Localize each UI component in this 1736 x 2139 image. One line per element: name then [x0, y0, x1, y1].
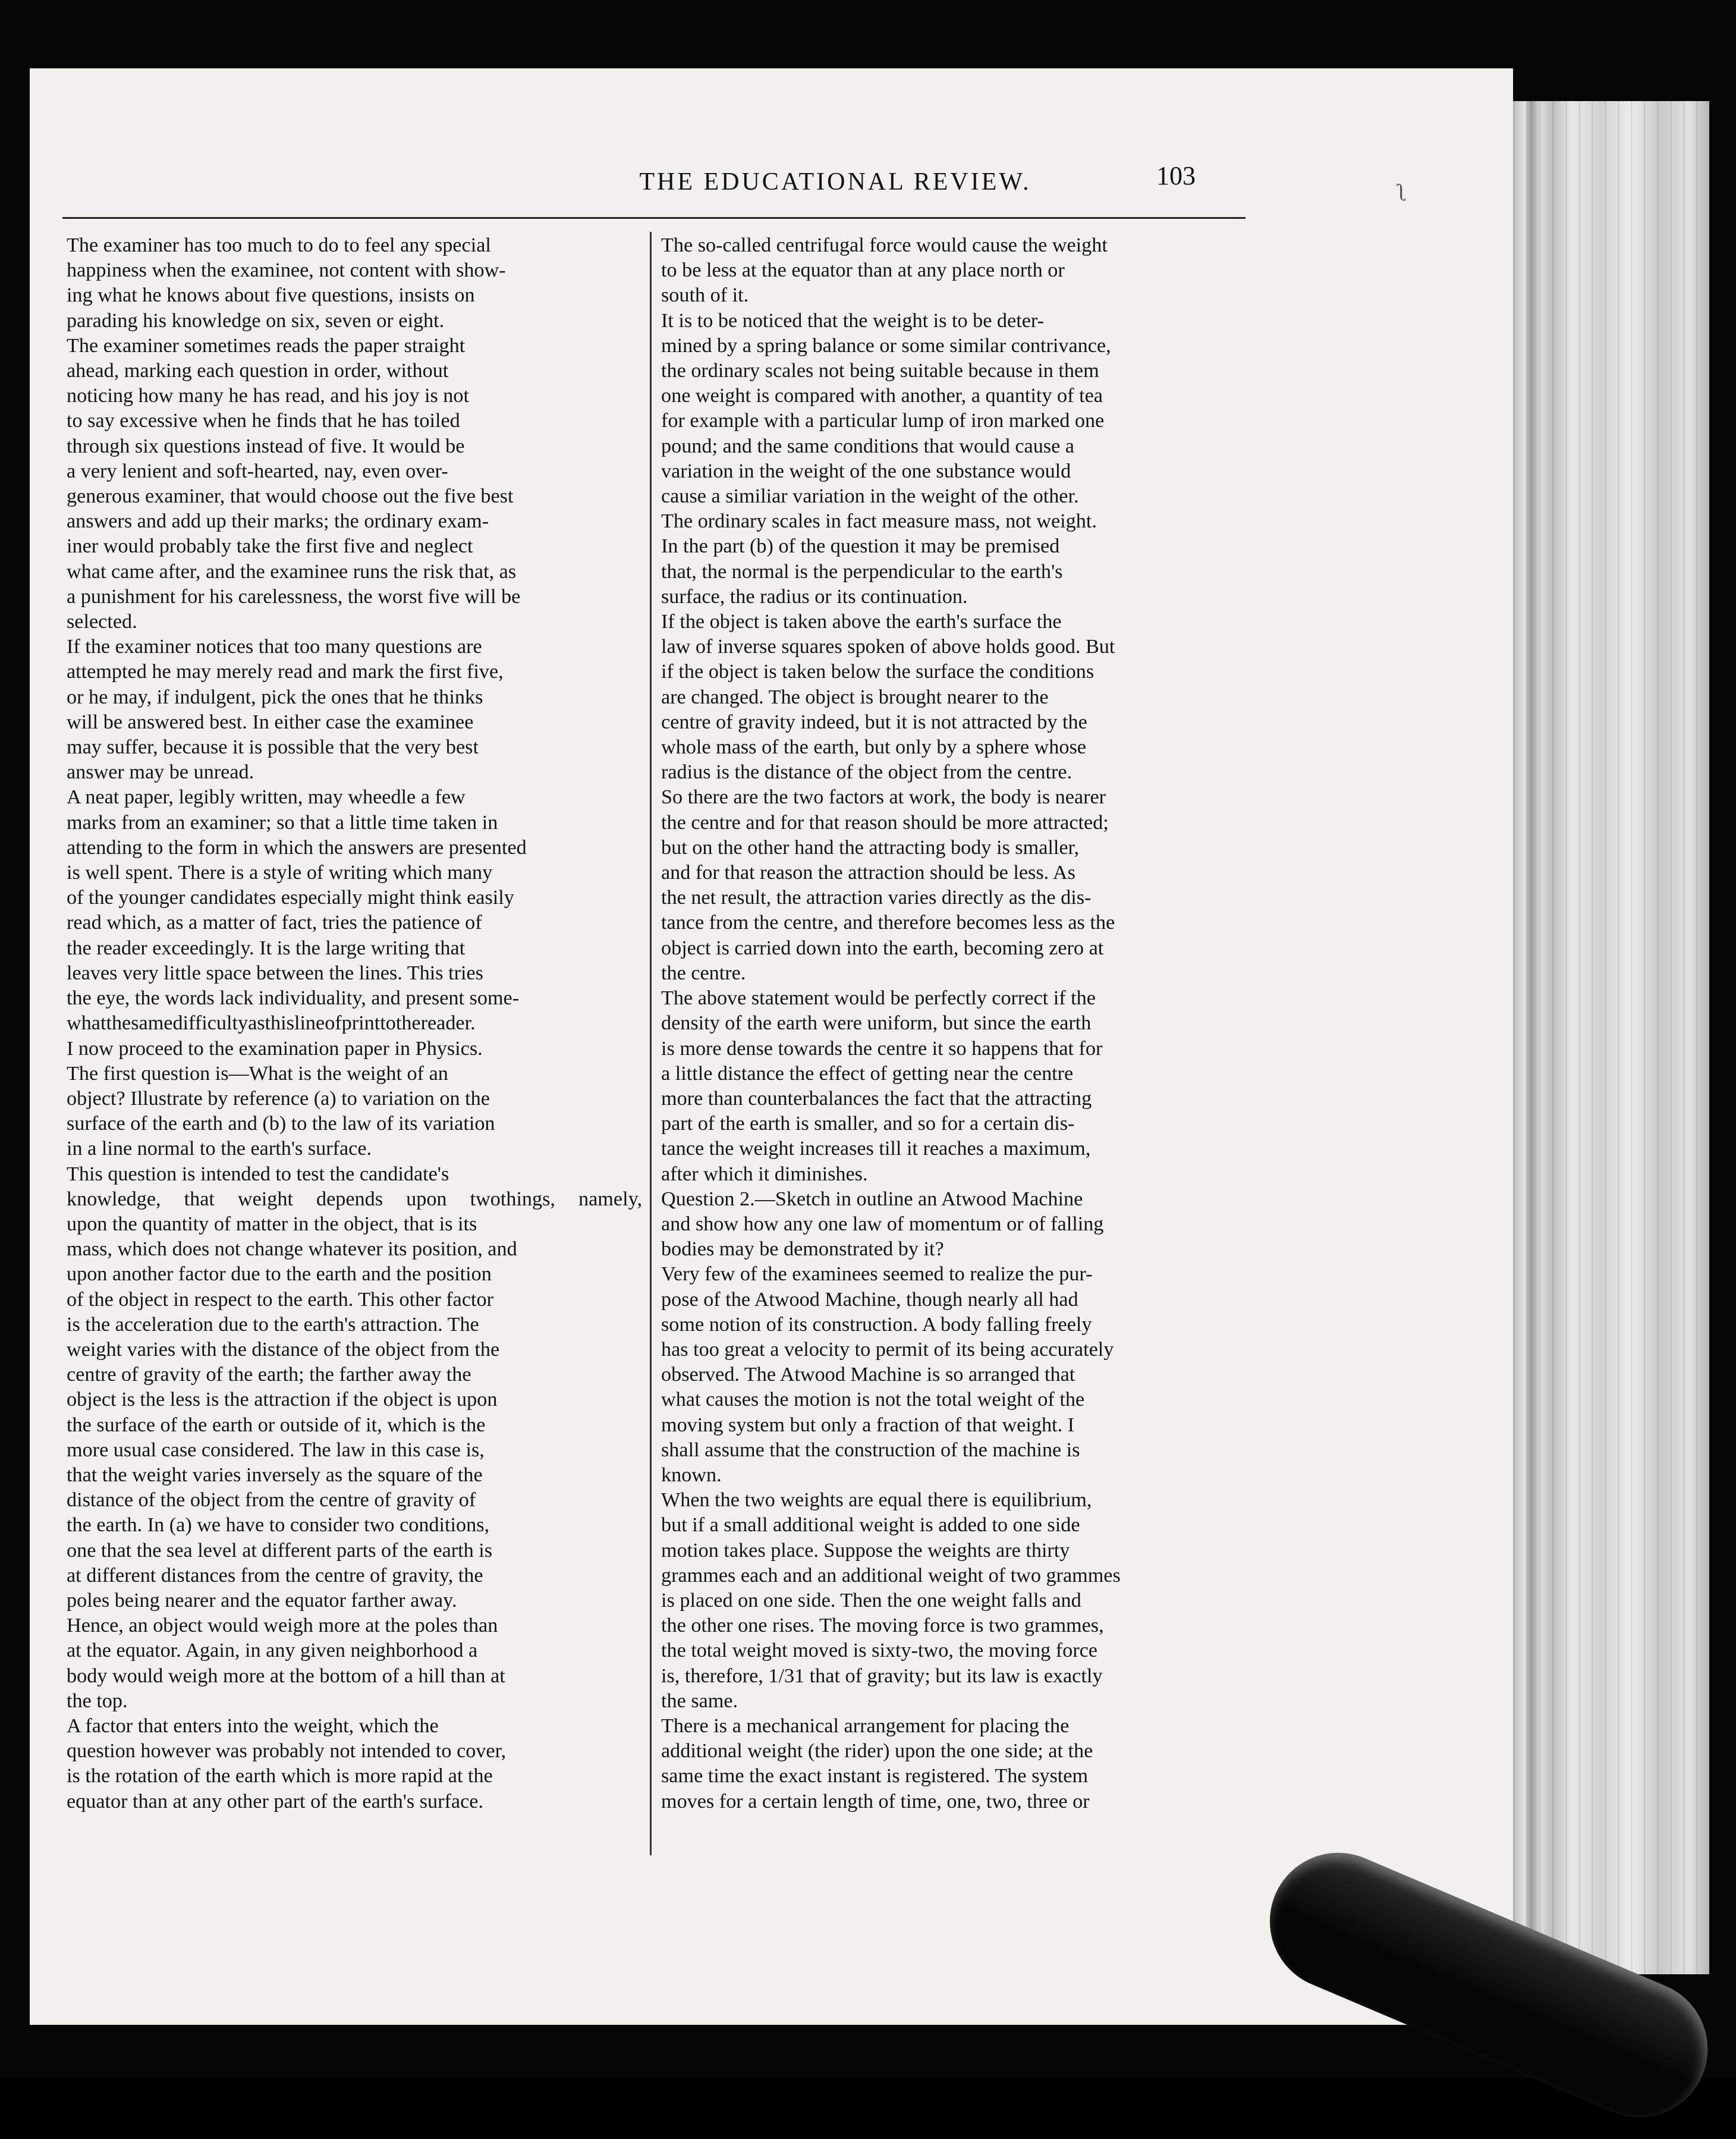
text-line: If the object is taken above the earth's surface the — [661, 611, 1062, 633]
text-line: through six questions instead of five. It would be — [67, 435, 465, 457]
text-line: is the rotation of the earth which is more rapid at the — [67, 1765, 493, 1788]
text-line: grammes each and an additional weight of two grammes — [661, 1564, 1121, 1587]
text-line: If the examiner notices that too many questions are — [67, 636, 482, 658]
page-edges — [1513, 101, 1709, 1974]
text-line: body would weigh more at the bottom of a hill than at — [67, 1664, 505, 1687]
text-line: if the object is taken below the surface the conditions — [661, 661, 1095, 683]
text-line: and for that reason the attraction should be less. As — [661, 862, 1075, 884]
text-line: Hence, an object would weigh more at the poles than — [67, 1615, 498, 1637]
text-line: object is the less is the attraction if the object is upon — [67, 1389, 498, 1411]
text-line: what causes the motion is not the total weight of the — [661, 1389, 1085, 1411]
text-line: is placed on one side. Then the one weight falls and — [661, 1589, 1081, 1612]
text-line: I now proceed to the examination paper in Physics. — [67, 1037, 483, 1060]
text-line: the centre. — [661, 962, 746, 984]
text-line: happiness when the examinee, not content with show- — [67, 259, 506, 282]
text-line: of the object in respect to the earth. This other factor — [67, 1288, 493, 1311]
text-line: generous examiner, that would choose out the five best — [67, 485, 514, 508]
text-line: more than counterbalances the fact that the attracting — [661, 1087, 1092, 1110]
text-line: the total weight moved is sixty-two, the moving force — [661, 1639, 1097, 1662]
text-line: weight varies with the distance of the object from the — [67, 1338, 500, 1361]
text-line: observed. The Atwood Machine is so arranged that — [661, 1364, 1075, 1386]
text-line: that the weight varies inversely as the square of the — [67, 1463, 483, 1486]
text-line: whatthesamedifficultyasthislineofprinttothereader. — [67, 1012, 476, 1035]
text-line: read which, as a matter of fact, tries the patience of — [67, 912, 482, 934]
text-line: There is a mechanical arrangement for placing the — [661, 1714, 1070, 1737]
text-line: more usual case considered. The law in this case is, — [67, 1438, 485, 1461]
text-line: leaves very little space between the lines. This tries — [67, 962, 483, 984]
text-line: The first question is—What is the weight of an — [67, 1062, 448, 1085]
text-line: A factor that enters into the weight, which the — [67, 1714, 439, 1737]
text-line: the top. — [67, 1689, 128, 1712]
text-line: and show how any one law of momentum or of falling — [661, 1213, 1104, 1235]
text-line: are changed. The object is brought nearer to the — [661, 686, 1049, 708]
header-rule — [62, 217, 1246, 219]
text-line: The examiner has too much to do to feel any special — [67, 234, 491, 256]
text-line: has too great a velocity to permit of its being accurately — [661, 1338, 1114, 1361]
text-line: When the two weights are equal there is equilibrium, — [661, 1489, 1092, 1512]
text-line: at different distances from the centre of gravity, the — [67, 1564, 483, 1587]
column-divider — [650, 232, 652, 1855]
margin-pencil-mark: ʅ — [1397, 179, 1408, 206]
text-line: The so-called centrifugal force would cause the weight — [661, 234, 1108, 256]
text-line: A neat paper, legibly written, may wheedle a few — [67, 786, 466, 809]
text-line: what came after, and the examinee runs the risk that, as — [67, 560, 517, 583]
text-line: or he may, if indulgent, pick the ones that he thinks — [67, 686, 483, 708]
text-line: marks from an examiner; so that a little time taken in — [67, 811, 498, 834]
text-line: is well spent. There is a style of writing which many — [67, 862, 493, 884]
text-line: noticing how many he has read, and his joy is not — [67, 385, 469, 407]
text-line: shall assume that the construction of the machine is — [661, 1438, 1080, 1461]
text-line: that, the normal is the perpendicular to the earth's — [661, 560, 1063, 583]
text-line: mass, which does not change whatever its position, and — [67, 1238, 517, 1261]
text-line: surface of the earth and (b) to the law of its variation — [67, 1113, 495, 1135]
text-line: tance the weight increases till it reaches a maximum, — [661, 1138, 1091, 1160]
text-line: The ordinary scales in fact measure mass, not weight. — [661, 510, 1097, 533]
text-line: the eye, the words lack individuality, and present some- — [67, 987, 520, 1010]
text-line: object? Illustrate by reference (a) to variation on the — [67, 1087, 490, 1110]
text-line: motion takes place. Suppose the weights are thirty — [661, 1539, 1070, 1562]
text-line: additional weight (the rider) upon the one side; at the — [661, 1740, 1093, 1763]
text-line: answer may be unread. — [67, 761, 254, 784]
text-line: one that the sea level at different parts of the earth is — [67, 1539, 493, 1562]
text-line: moves for a certain length of time, one, two, three or — [661, 1790, 1090, 1813]
text-line: is the acceleration due to the earth's attraction. The — [67, 1313, 479, 1336]
text-line: the same. — [661, 1689, 738, 1712]
text-line: answers and add up their marks; the ordinary exam- — [67, 510, 489, 533]
text-line: is more dense towards the centre it so happens that for — [661, 1037, 1103, 1060]
text-line: upon another factor due to the earth and the position — [67, 1263, 492, 1286]
text-line: the net result, the attraction varies directly as the dis- — [661, 887, 1092, 909]
text-line: iner would probably take the first five and neglect — [67, 535, 473, 558]
text-line: parading his knowledge on six, seven or eight. — [67, 309, 445, 332]
text-line: whole mass of the earth, but only by a sphere whose — [661, 736, 1086, 759]
text-line: bodies may be demonstrated by it? — [661, 1238, 944, 1261]
page-number: 103 — [1156, 161, 1196, 190]
text-line: This question is intended to test the candidate's — [67, 1163, 449, 1185]
text-line: surface, the radius or its continuation. — [661, 585, 968, 608]
text-line: centre of gravity indeed, but it is not attracted by the — [661, 711, 1087, 733]
text-line: distance of the object from the centre of gravity of — [67, 1489, 476, 1512]
text-line: same time the exact instant is registered. The system — [661, 1765, 1089, 1788]
text-line: part of the earth is smaller, and so for a certain dis- — [661, 1113, 1075, 1135]
text-line: moving system but only a fraction of that weight. I — [661, 1414, 1075, 1436]
text-line: is, therefore, 1/31 that of gravity; but its law is exactly — [661, 1664, 1103, 1687]
text-line: the reader exceedingly. It is the large writing that — [67, 937, 466, 959]
text-line: ahead, marking each question in order, without — [67, 360, 449, 382]
text-line: in a line normal to the earth's surface. — [67, 1138, 372, 1160]
text-line: a little distance the effect of getting near the centre — [661, 1062, 1074, 1085]
text-line: In the part (b) of the question it may be premised — [661, 535, 1060, 558]
text-line: to say excessive when he finds that he has toiled — [67, 410, 460, 432]
text-line: pound; and the same conditions that would cause a — [661, 435, 1074, 457]
text-line: some notion of its construction. A body falling freely — [661, 1313, 1092, 1336]
text-line: equator than at any other part of the earth's surface. — [67, 1790, 483, 1813]
text-line: Question 2.—Sketch in outline an Atwood Machine — [661, 1188, 1083, 1210]
text-line: centre of gravity of the earth; the farther away the — [67, 1364, 471, 1386]
text-line: Very few of the examinees seemed to realize the pur- — [661, 1263, 1093, 1286]
text-line: a very lenient and soft-hearted, nay, even over- — [67, 460, 448, 482]
text-line: the surface of the earth or outside of it, which is the — [67, 1414, 486, 1436]
text-line: for example with a particular lump of iron marked one — [661, 410, 1105, 432]
text-line: a punishment for his carelessness, the worst five will be — [67, 585, 521, 608]
text-line: at the equator. Again, in any given neighborhood a — [67, 1639, 478, 1662]
text-line: to be less at the equator than at any place north or — [661, 259, 1065, 282]
text-line: but on the other hand the attracting body is smaller, — [661, 836, 1080, 859]
left-column — [67, 233, 642, 1814]
text-line: tance from the centre, and therefore becomes less as the — [661, 912, 1115, 934]
page-edge-shading — [1513, 101, 1709, 1974]
text-line: known. — [661, 1463, 722, 1486]
text-line: law of inverse squares spoken of above holds good. But — [661, 636, 1115, 658]
text-line: may suffer, because it is possible that the very best — [67, 736, 479, 759]
text-line: It is to be noticed that the weight is to be deter- — [661, 309, 1044, 332]
text-line: mined by a spring balance or some similar contrivance, — [661, 334, 1111, 357]
text-line: poles being nearer and the equator farther away. — [67, 1589, 457, 1612]
text-line: of the younger candidates especially might think easily — [67, 887, 514, 909]
text-line: attempted he may merely read and mark the first five, — [67, 661, 504, 683]
text-line: but if a small additional weight is added to one side — [661, 1514, 1080, 1537]
text-line: question however was probably not intended to cover, — [67, 1740, 507, 1763]
text-line: So there are the two factors at work, the body is nearer — [661, 786, 1106, 809]
text-line: the ordinary scales not being suitable because in them — [661, 360, 1099, 382]
text-line: the centre and for that reason should be more attracted; — [661, 811, 1109, 834]
text-line: after which it diminishes. — [661, 1163, 868, 1185]
text-line: variation in the weight of the one substance would — [661, 460, 1071, 482]
text-line: object is carried down into the earth, becoming zero at — [661, 937, 1104, 959]
text-line: one weight is compared with another, a quantity of tea — [661, 385, 1103, 407]
text-line: radius is the distance of the object from the centre. — [661, 761, 1073, 784]
text-line: cause a similiar variation in the weight of the other. — [661, 485, 1079, 508]
right-column — [661, 233, 1250, 1814]
text-line: The above statement would be perfectly correct if the — [661, 987, 1096, 1010]
text-line: selected. — [67, 611, 137, 633]
text-line: south of it. — [661, 284, 749, 307]
text-line: knowledge, that weight depends upon twothings, namely, — [67, 1188, 642, 1210]
text-line: upon the quantity of matter in the object, that is its — [67, 1213, 477, 1235]
running-header: THE EDUCATIONAL REVIEW. — [639, 168, 1031, 196]
text-line: the earth. In (a) we have to consider two conditions, — [67, 1514, 490, 1537]
text-line: attending to the form in which the answers are presented — [67, 836, 527, 859]
text-line: the other one rises. The moving force is two grammes, — [661, 1615, 1104, 1637]
text-line: density of the earth were uniform, but since the earth — [661, 1012, 1092, 1035]
text-line: pose of the Atwood Machine, though nearly all had — [661, 1288, 1078, 1311]
text-line: ing what he knows about five questions, insists on — [67, 284, 475, 307]
text-line: The examiner sometimes reads the paper straight — [67, 334, 466, 357]
text-line: will be answered best. In either case the examinee — [67, 711, 474, 733]
